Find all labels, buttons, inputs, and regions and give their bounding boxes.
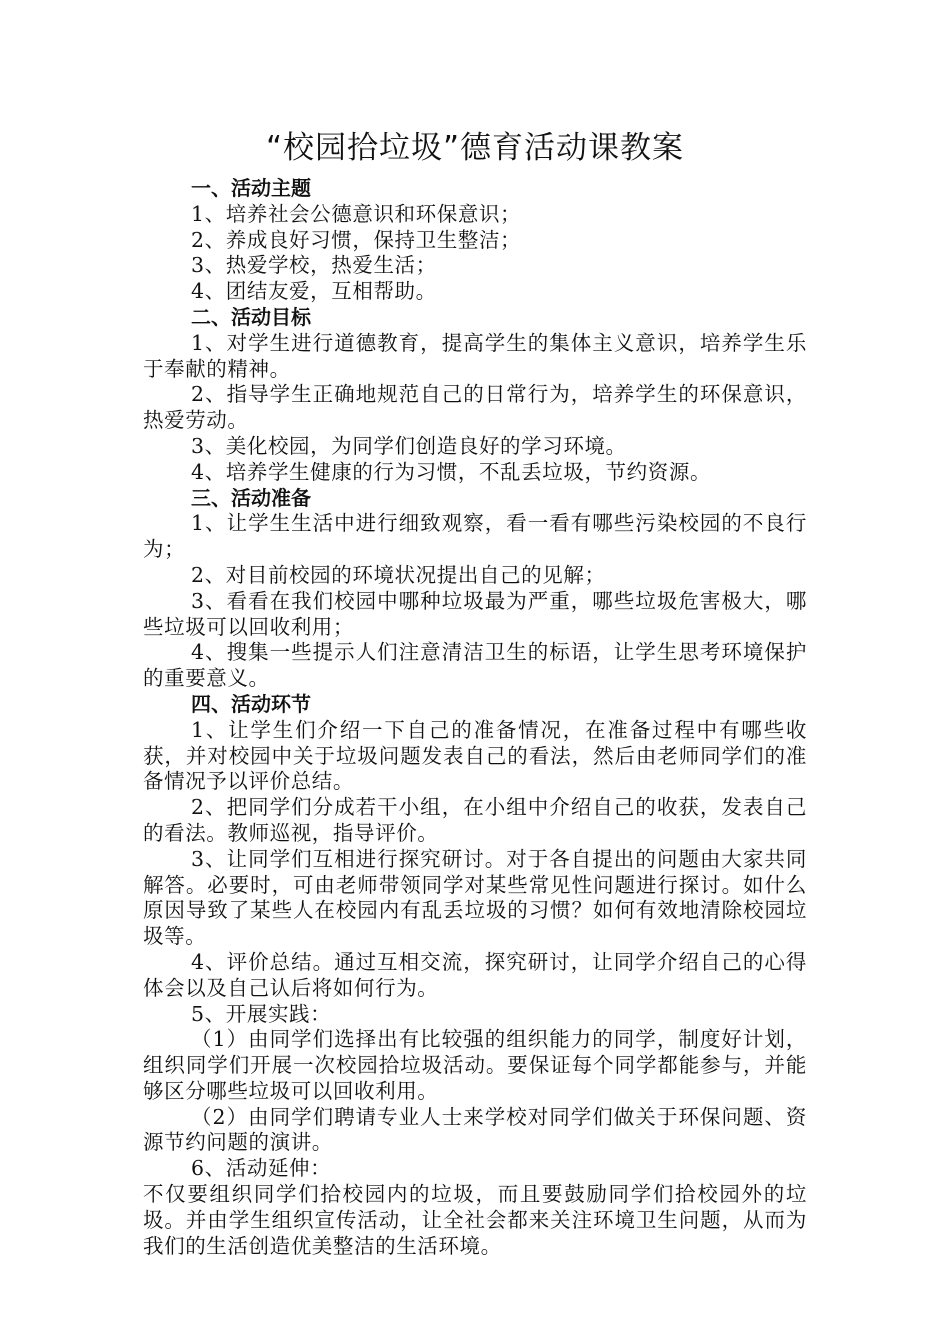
step-item-4: 4、评价总结。通过互相交流，探究研讨，让同学介绍自己的心得体会以及自己认后将如何行为。	[143, 949, 807, 1000]
step-item-2: 2、把同学们分成若干小组，在小组中介绍自己的收获，发表自己的看法。教师巡视，指导评价。	[143, 795, 807, 845]
step-item-5-sub-2: （2）由同学们聘请专业人士来学校对同学们做关于环保问题、资源节约问题的演讲。	[143, 1104, 807, 1155]
step-item-1: 1、让学生们介绍一下自己的准备情况，在准备过程中有哪些收获，并对校园中关于垃圾问题发表自己的看法，然后由老师同学们的准备情况予以评价总结。	[143, 717, 807, 794]
step-item-5: 5、开展实践：	[191, 1001, 332, 1026]
theme-item-4: 4、团结友爱，互相帮助。	[191, 279, 437, 304]
section-heading-preparation: 三、活动准备	[191, 485, 311, 510]
document-title: “校园拾垃圾”德育活动课教案	[265, 130, 685, 166]
goal-item-2: 2、指导学生正确地规范自己的日常行为，培养学生的环保意识，热爱劳动。	[143, 382, 807, 433]
theme-item-1: 1、培养社会公德意识和环保意识；	[191, 201, 522, 226]
goal-item-3: 3、美化校园，为同学们创造良好的学习环境。	[191, 433, 627, 458]
section-heading-theme: 一、活动主题	[191, 176, 311, 200]
section-heading-steps: 四、活动环节	[191, 691, 311, 716]
section-heading-goals: 二、活动目标	[191, 304, 311, 329]
preparation-item-2: 2、对目前校园的环境状况提出自己的见解；	[191, 562, 606, 587]
preparation-item-4: 4、搜集一些提示人们注意清洁卫生的标语，让学生思考环境保护的重要意义。	[143, 640, 807, 691]
preparation-item-3: 3、看看在我们校园中哪种垃圾最为严重，哪些垃圾危害极大，哪些垃圾可以回收利用；	[143, 588, 807, 639]
theme-item-2: 2、养成良好习惯，保持卫生整洁；	[191, 227, 522, 252]
preparation-item-1: 1、让学生生活中进行细致观察，看一看有哪些污染校园的不良行为；	[143, 511, 807, 562]
extension-paragraph: 不仅要组织同学们拾校园内的垃圾，而且要鼓励同学们拾校园外的垃圾。并由学生组织宣传活动，让全社会都来关注环境卫生问题，从而为我们的生活创造优美整洁的生活环境。	[143, 1182, 807, 1258]
step-item-3: 3、让同学们互相进行探究研讨。对于各自提出的问题由大家共同解答。必要时，可由老师带领同学对某些常见性问题进行探讨。如什么原因导致了某些人在校园内有乱丢垃圾的习惯？如何有效地清除校园垃圾等。	[143, 846, 807, 949]
step-item-6: 6、活动延伸：	[191, 1156, 332, 1181]
goal-item-1: 1、对学生进行道德教育，提高学生的集体主义意识，培养学生乐于奉献的精神。	[143, 330, 807, 381]
step-item-5-sub-1: （1）由同学们选择出有比较强的组织能力的同学，制度好计划，组织同学们开展一次校园拾垃圾活动。要保证每个同学都能参与，并能够区分哪些垃圾可以回收利用。	[143, 1027, 807, 1103]
goal-item-4: 4、培养学生健康的行为习惯，不乱丢垃圾，节约资源。	[191, 459, 712, 484]
document-body	[143, 176, 807, 1259]
theme-item-3: 3、热爱学校，热爱生活；	[191, 253, 437, 278]
